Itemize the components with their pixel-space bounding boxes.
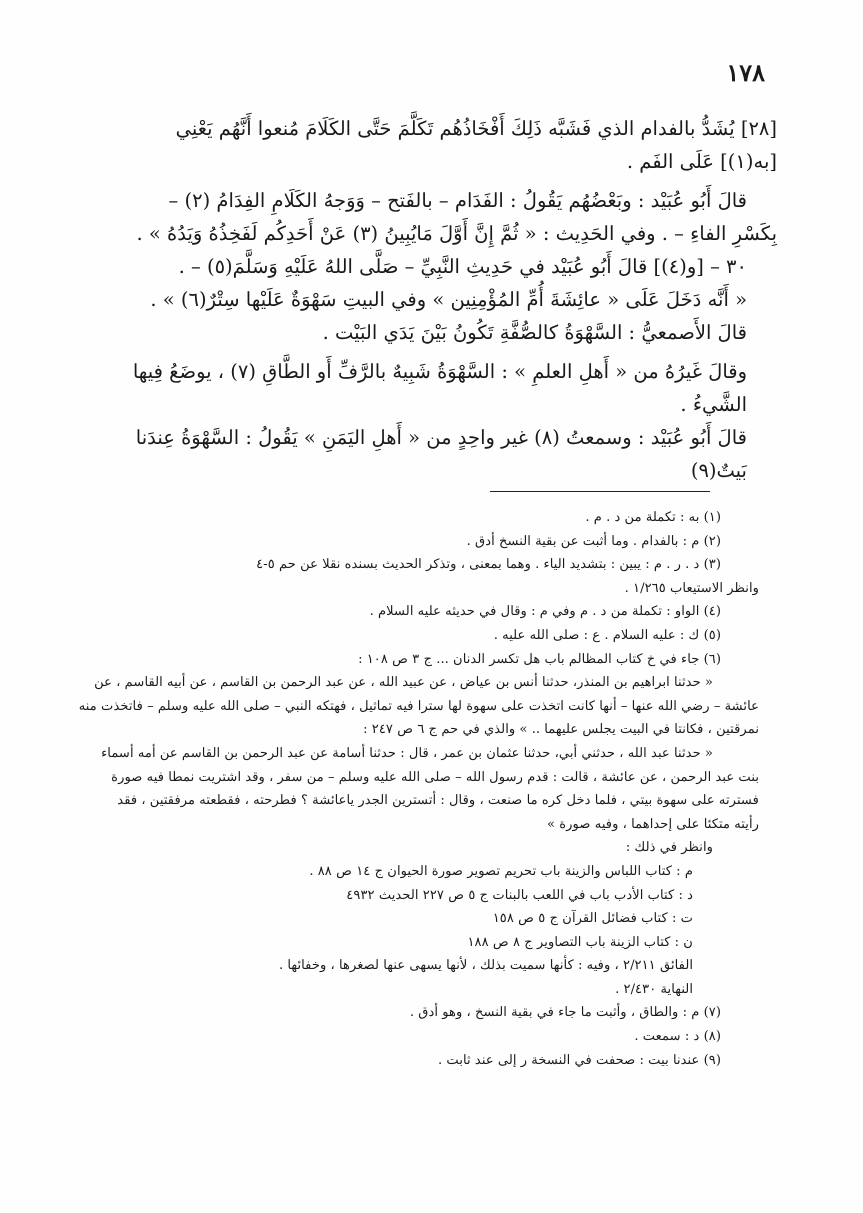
footnote-line: (٤) الواو : تكملة من د . م وفي م : وقال في حديثه عليه السلام . [369,604,721,620]
footnotes [69,506,759,1072]
footnote-line: ن : كتاب الزينة باب التصاوير ج ٨ ص ١٨٨ [467,934,693,950]
footnote-line: وانظر الاستيعاب ١/٢٦٥ . [624,580,759,596]
footnote-divider [490,491,710,492]
footnote-line: م : كتاب اللباس والزينة باب تحريم تصوير صورة الحيوان ج ١٤ ص ٨٨ . [309,863,693,879]
page-number: ١٧٨ [726,58,765,87]
main-text-line: وقالَ غَيرُهُ من « أَهلِ العلمِ » : السَّهْوَةُ شَبِيهٌ بالرَّفِّ أَو الطَّاقِ (٧) ، يوضَعُ فِيها الشَّيءُ . [132,360,747,416]
footnote-line: بنت عبد الرحمن ، عن عائشة ، قالت : قدم رسول الله – صلى الله عليه وسلم – من سفر ، وقد اشتريت نمطا فيه صورة [111,769,759,785]
footnote-line: د : كتاب الأدب باب في اللعب بالبنات ج ٥ ص ٢٢٧ الحديث ٤٩٣٢ [346,887,693,903]
footnote-line: (٢) م : بالفدام . وما أثبت عن بقية النسخ أدق . [466,533,721,549]
main-text-line: قالَ أَبُو عُبَيْد : وبَعْضُهُم يَقُولُ : الفَدَام – بالفَتح – وَوَجهُ الكَلَامِ الفِدَامُ (٢) – [168,189,747,212]
footnote-line: فسترته على سهوة بيتي ، فلما دخل كره ما صنعت ، وقال : أتسترين الجدر ياعائشة ؟ فطرحته ، فقطعته مرفقتين ، فقد [117,793,759,809]
footnote-line: (٥) ك : عليه السلام . ع : صلى الله عليه . [493,627,721,643]
footnote-line: (٩) عندنا بيت : صحفت في النسخة ر إلى عند ثابت . [438,1052,721,1068]
main-text-line: « أَنَّه دَخَلَ عَلَى « عائِشَةَ أُمِّ المُؤْمِنِين » وفي البيتِ سَهْوَةٌ عَلَيْها سِتْرٌ(٦) » . [150,288,747,311]
footnote-line: (٣) د . ر . م : يبين : بتشديد الياء . وهما بمعنى ، وتذكر الحديث بسنده نقلا عن حم ٥-٤ [256,557,721,573]
footnote-line: النهاية ٢/٤٣٠ . [615,981,693,997]
footnote-line: الفائق ٢/٢١١ ، وفيه : كأنها سميت بذلك ، لأنها يسهى عنها لصغرها ، وخفائها . [279,958,693,974]
footnote-line: ت : كتاب فضائل القرآن ج ٥ ص ١٥٨ [492,911,693,927]
main-text-line: بِكَسْرِ الفاءِ – . وفي الحَدِيث : « ثُمَّ إِنَّ أَوَّلَ مَايُبِينُ (٣) عَنْ أَحَدِكُم لَفَخِذُهُ وَيَدُهُ » . [136,222,777,245]
main-text-line: ٣٠ – [و(٤)] قالَ أَبُو عُبَيْد في حَدِيثِ النَّبِيِّ – صَلَّى اللهُ عَلَيْهِ وَسَلَّمَ(٥) – . [178,255,747,278]
footnote-line: (٧) م : والطاق ، وأثبت ما جاء في بقية النسخ ، وهو أدق . [409,1005,721,1021]
footnote-line: (٨) د : سمعت . [634,1029,721,1045]
footnote-line: عائشة – رضي الله عنها – أنها كانت اتخذت على سهوة لها سترا فيه تماثيل ، فهتكه النبي – صلى الله عليه وسلم – فاتخذت منه [78,698,759,714]
footnote-line: « حدثنا عبد الله ، حدثني أبي، حدثنا عثمان بن عمر ، قال : حدثنا أسامة عن عبد الرحمن بن القاسم عن أمه أسماء [101,745,713,761]
footnote-line: رأيته متكئا على إحداهما ، وفيه صورة » [547,816,759,832]
main-text-line: [به(١)] عَلَى الفَم . [626,150,777,173]
footnote-line: (١) به : تكملة من د . م . [585,510,721,525]
main-text-line: قالَ أَبُو عُبَيْد : وسمعتُ (٨) غير واحِدٍ من « أَهلِ اليَمَنِ » يَقُولُ : السَّهْوَةُ عِندَنا بَيتٌ(٩) [135,426,747,482]
footnote-line: وانظر في ذلك : [625,840,713,856]
footnote-line: « حدثنا ابراهيم بن المنذر، حدثنا أنس بن عياض ، عن عبيد الله ، عن عبد الرحمن بن القاسم ، عن أبيه القاسم ، عن [94,675,713,691]
main-text-line: قالَ الأَصمعيُّ : السَّهْوَةُ كالصُّفَّةِ تَكُونُ بَيْنَ يَدَي البَيْت . [322,321,747,344]
main-text [77,112,777,487]
main-text-line: [٢٨] يُشَدُّ بالفدام الذي فَشَبَّه ذَلِكَ أَفْخَاذُهُم تَكَلَّمَ حَتَّى الكَلَامَ مُنعوا أَنَّهُم يَعْنِي [175,117,777,140]
footnote-line: نمرقتين ، فكانتا في البيت يجلس عليهما .. » والذي في حم ج ٦ ص ٢٤٧ : [363,722,759,738]
footnote-line: (٦) جاء في خ كتاب المظالم باب هل تكسر الدنان ... ج ٣ ص ١٠٨ : [358,651,721,667]
